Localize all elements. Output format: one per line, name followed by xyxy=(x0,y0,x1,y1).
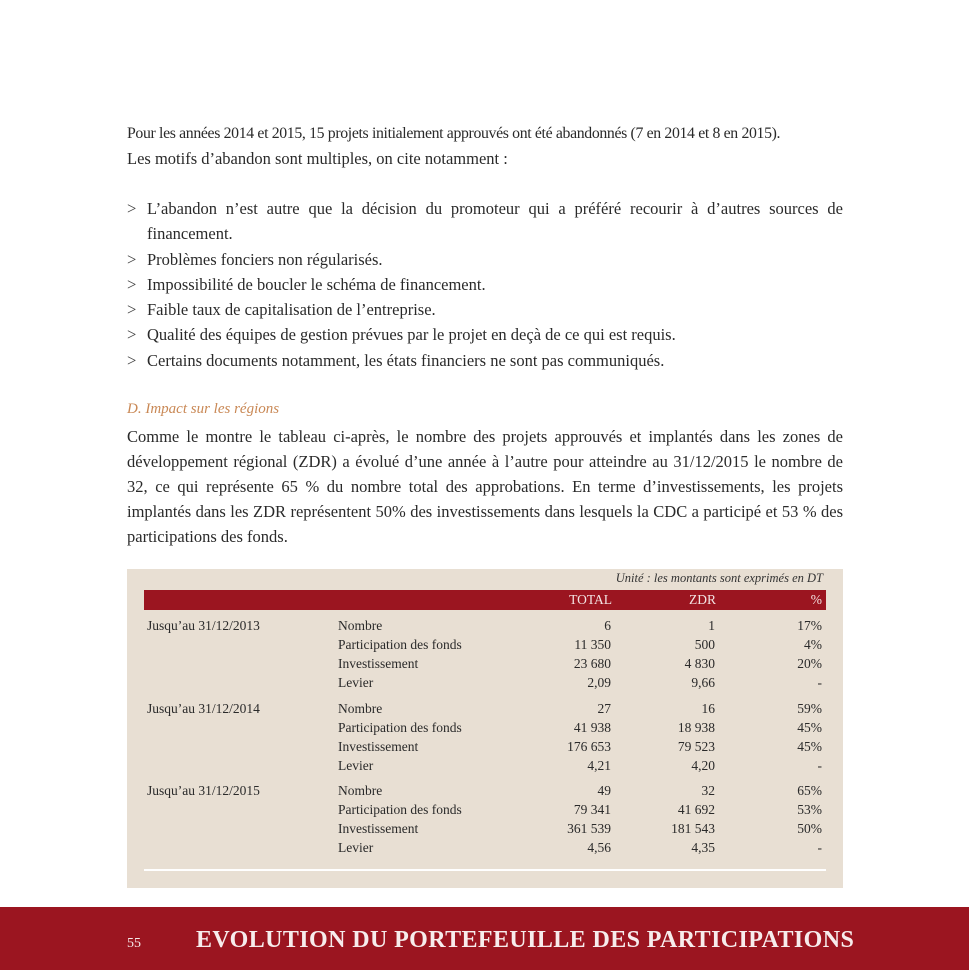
bullet-arrow-icon: > xyxy=(127,325,137,345)
table-row: Investissement 23 680 4 830 20% xyxy=(338,656,822,671)
period-label: Jusqu’au 31/12/2014 xyxy=(147,701,260,716)
page-number: 55 xyxy=(127,936,141,951)
list-item: > Faible taux de capitalisation de l’entreprise. xyxy=(127,297,843,322)
list-item: > Qualité des équipes de gestion prévues par le projet en deçà de ce qui est requis. xyxy=(127,322,843,347)
table-row: Investissement 361 539 181 543 50% xyxy=(338,821,822,836)
page-footer xyxy=(0,907,969,970)
table-bottom-rule xyxy=(144,869,826,871)
list-item: > Certains documents notamment, les états financiers ne sont pas communiqués. xyxy=(127,348,843,373)
header-total: TOTAL xyxy=(569,592,612,607)
impact-paragraph: Comme le montre le tableau ci-après, le nombre des projets approuvés et implantés dans les zones de développement régional (ZDR) a évolué d’une année à l’autre pour atteindre au 31/12/2015 le nombre de 32, ce qui représente 65 % du nombre total des approbations. En terme d’investissements, les projets implantés dans les ZDR représentent 50% des investissements dans lesquels la CDC a participé et 53 % des participations des fonds. xyxy=(127,427,843,546)
table-row: Investissement 176 653 79 523 45% xyxy=(338,739,822,754)
table-row: Levier 2,09 9,66 - xyxy=(338,675,822,690)
bullet-arrow-icon: > xyxy=(127,350,137,370)
unit-note: Unité : les montants sont exprimés en DT xyxy=(615,571,823,585)
table-row: Jusqu’au 31/12/2014 Nombre 27 16 59% xyxy=(147,701,822,716)
list-item: > L’abandon n’est autre que la décision du promoteur qui a préféré recourir à d’autres sources de financement. xyxy=(127,196,843,247)
table-row: Participation des fonds 41 938 18 938 45% xyxy=(338,720,822,735)
header-zdr: ZDR xyxy=(689,592,716,607)
header-percent: % xyxy=(810,592,822,607)
table-row: Levier 4,21 4,20 - xyxy=(338,758,822,773)
table-group-2014 xyxy=(127,701,843,777)
table-row: Participation des fonds 11 350 500 4% xyxy=(338,637,822,652)
period-label: Jusqu’au 31/12/2013 xyxy=(147,618,260,633)
bullet-arrow-icon: > xyxy=(127,274,137,294)
table-group-2013 xyxy=(127,618,843,694)
list-item: > Impossibilité de boucler le schéma de financement. xyxy=(127,272,843,297)
table-group-2015 xyxy=(127,783,843,859)
section-title: D. Impact sur les régions xyxy=(127,401,280,417)
table-row: Jusqu’au 31/12/2013 Nombre 6 1 17% xyxy=(147,618,822,633)
intro-line-1: Pour les années 2014 et 2015, 15 projets initialement approuvés ont été abandonnés (7 en 2014 et 8 en 2015). xyxy=(127,125,781,142)
table-row: Levier 4,56 4,35 - xyxy=(338,840,822,855)
list-item: > Problèmes fonciers non régularisés. xyxy=(127,247,843,272)
intro-line-2: Les motifs d’abandon sont multiples, on cite notamment : xyxy=(127,149,508,168)
zdr-table xyxy=(127,569,843,888)
intro-paragraph xyxy=(127,121,843,171)
abandon-reasons-list xyxy=(127,196,843,373)
table-row: Jusqu’au 31/12/2015 Nombre 49 32 65% xyxy=(147,783,822,798)
table-header xyxy=(144,590,826,610)
table-row: Participation des fonds 79 341 41 692 53% xyxy=(338,802,822,817)
bullet-arrow-icon: > xyxy=(127,300,137,320)
chapter-title: EVOLUTION DU PORTEFEUILLE DES PARTICIPATIONS xyxy=(196,927,855,953)
bullet-arrow-icon: > xyxy=(127,249,137,269)
period-label: Jusqu’au 31/12/2015 xyxy=(147,783,260,798)
bullet-arrow-icon: > xyxy=(127,199,137,218)
